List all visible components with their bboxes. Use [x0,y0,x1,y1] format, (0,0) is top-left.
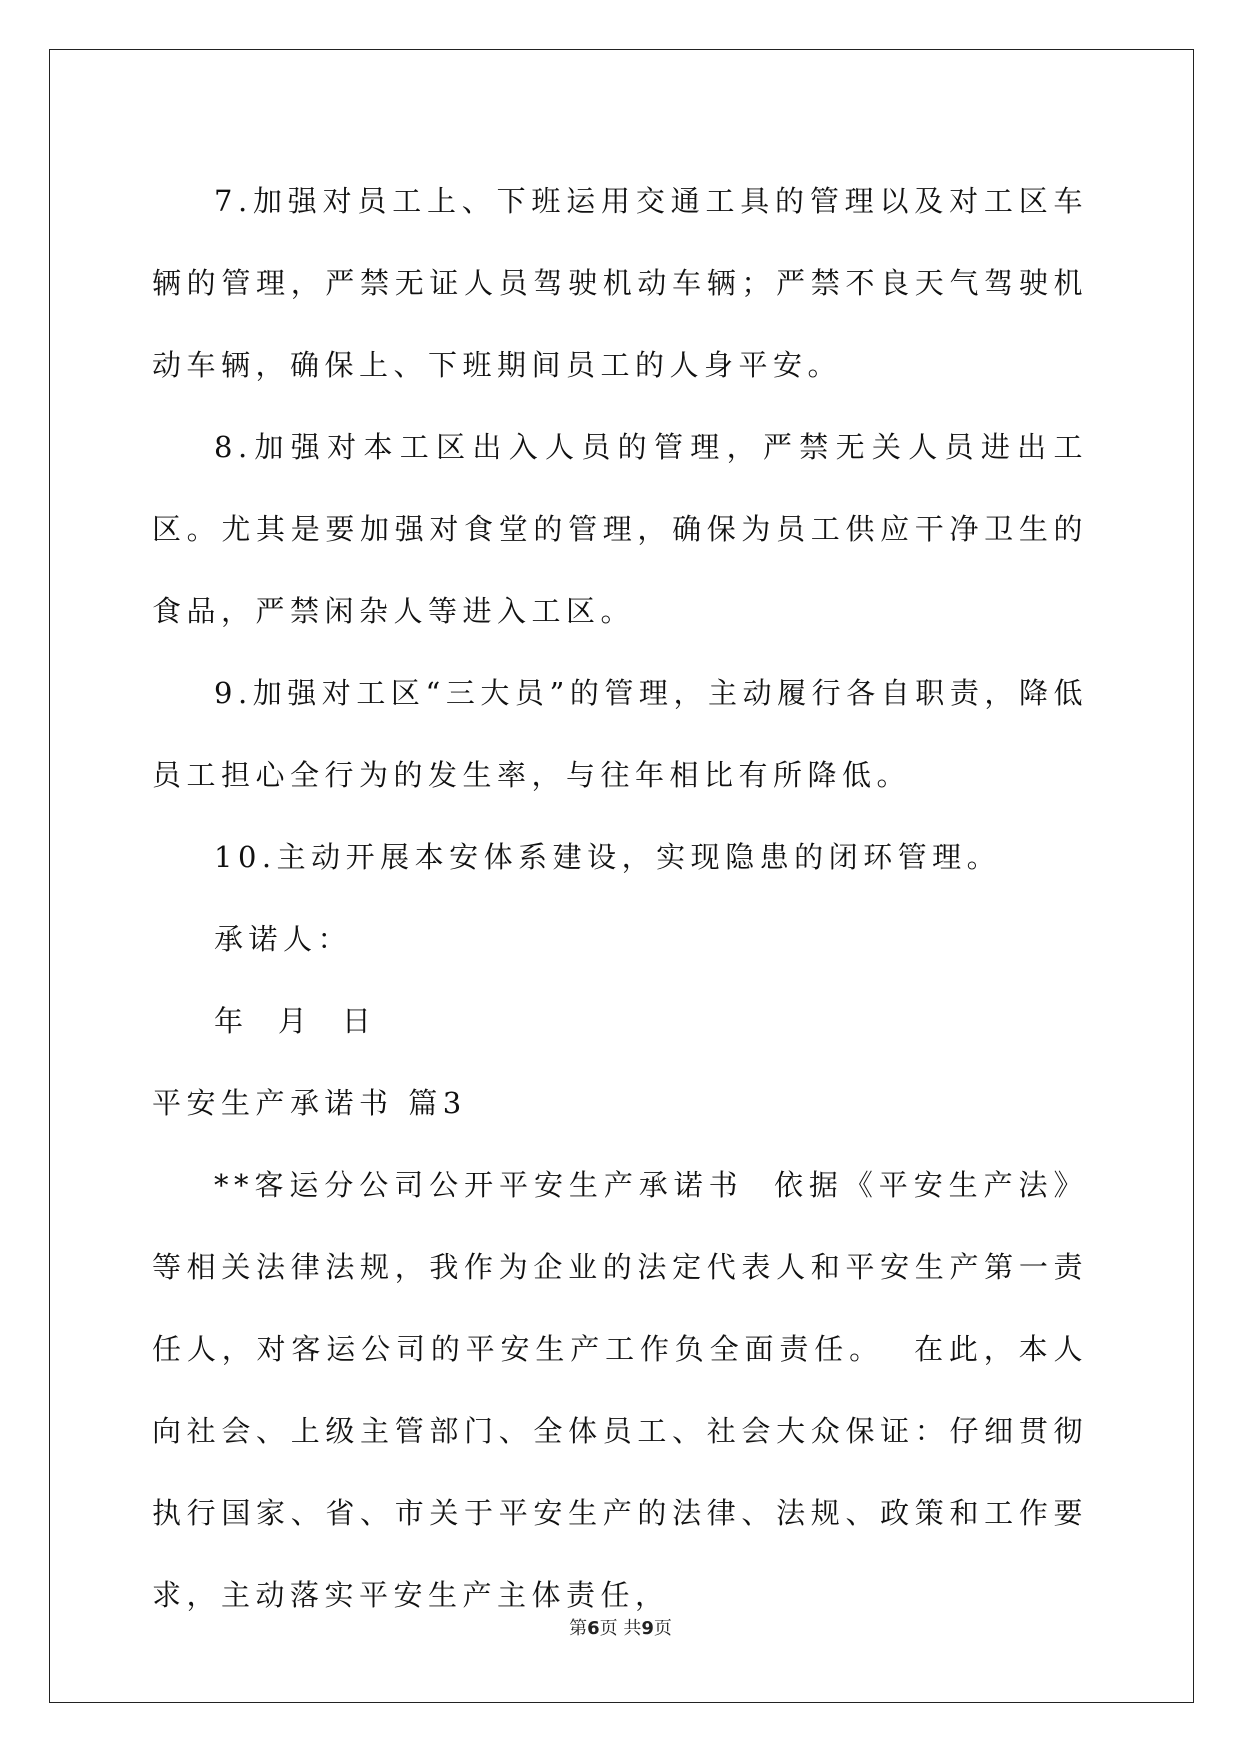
paragraph-item-10: 10.主动开展本安体系建设，实现隐患的闭环管理。 [214,840,1002,874]
footer-prefix: 第 [569,1618,588,1639]
section-paragraph: **客运分公司公开平安生产承诺书 依据《平安生产法》等相关法律法规，我作为企业的法定代表人和平安生产第一责任人，对客运公司的平安生产工作负全面责任。 在此，本人向社会、上级主管部门、全体员工、社会大众保证：仔细贯彻执行国家、省、市关于平安生产的法律、法规、政策和工作要求，主动落实平安生产主体责任， [152,1168,1088,1612]
signatory-line: 承诺人： [214,922,353,956]
section-heading: 平安生产承诺书 篇3 [152,1086,467,1120]
footer-middle: 页 共 [599,1618,642,1639]
paragraph-item-9: 9.加强对工区“三大员”的管理，主动履行各自职责，降低员工担心全行为的发生率，与往年相比有所降低。 [152,676,1088,792]
date-line: 年 月 日 [214,1004,377,1038]
current-page-number: 6 [587,1618,600,1639]
page-footer [0,1614,1241,1640]
paragraph-item-7: 7.加强对员工上、下班运用交通工具的管理以及对工区车辆的管理，严禁无证人员驾驶机动车辆；严禁不良天气驾驶机动车辆，确保上、下班期间员工的人身平安。 [152,184,1088,382]
document-body [152,160,1088,1636]
total-pages-number: 9 [641,1618,654,1639]
footer-suffix: 页 [653,1618,672,1639]
paragraph-item-8: 8.加强对本工区出入人员的管理，严禁无关人员进出工区。尤其是要加强对食堂的管理，确保为员工供应干净卫生的食品，严禁闲杂人等进入工区。 [152,430,1088,628]
